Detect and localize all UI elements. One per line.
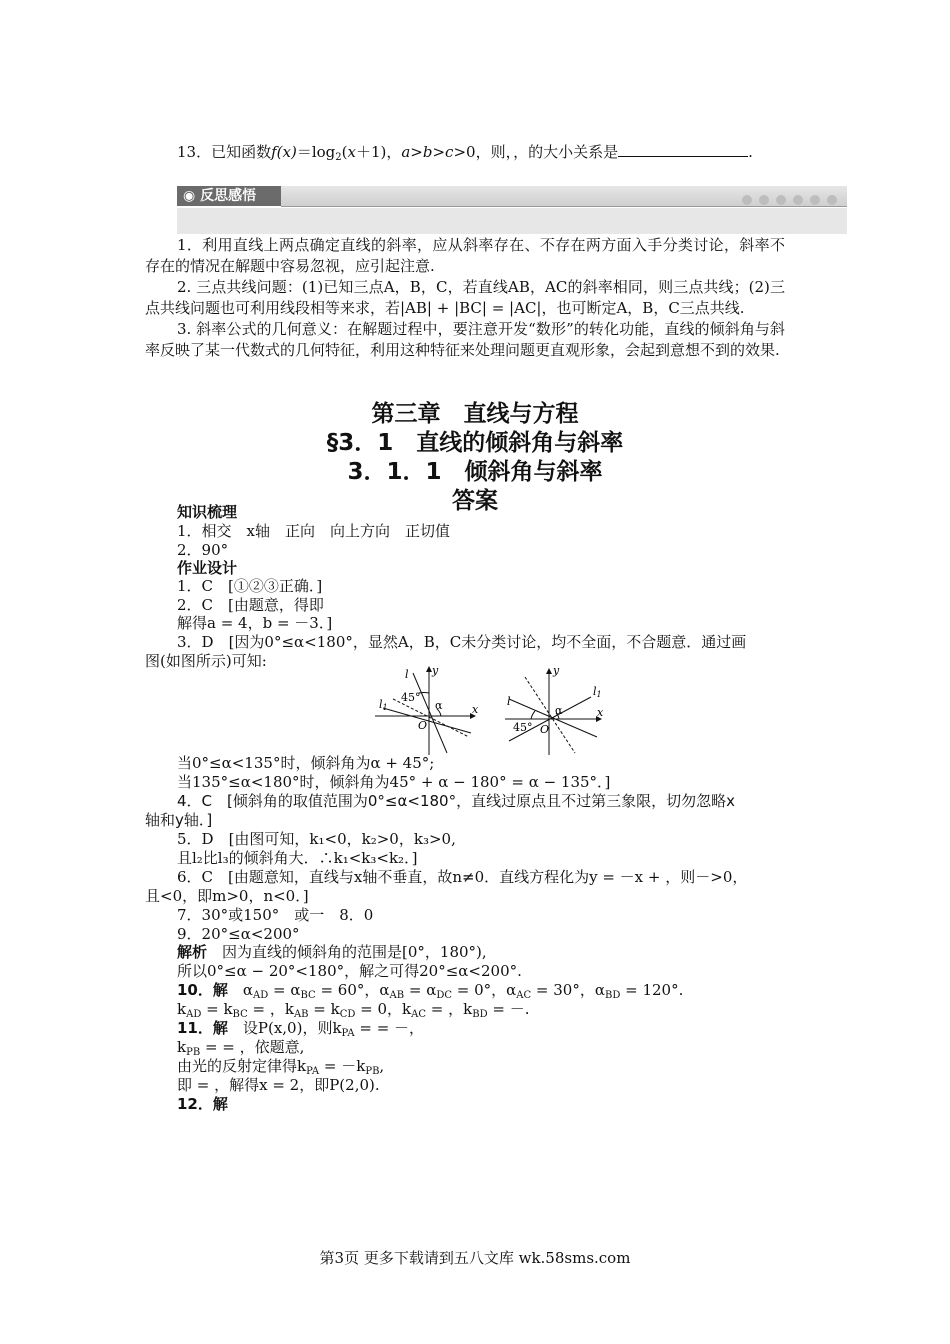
fig-left-l1: l1 (379, 698, 388, 712)
t: , (379, 1057, 385, 1075)
s: BD (604, 990, 621, 1001)
answer-line: 解得a = 4，b = －3．] (177, 614, 333, 632)
q13-base: 2 (335, 152, 342, 163)
t: = 120°. (620, 981, 684, 999)
page-footer: 第3页 更多下载请到五八文库 wk.58sms.com (319, 1249, 631, 1267)
reflection-box (177, 208, 847, 234)
s: BC (300, 990, 316, 1001)
t: 由光的反射定律得k (177, 1057, 307, 1075)
t: = －. (487, 1000, 530, 1018)
figure-right (505, 669, 601, 755)
t: = α (268, 981, 301, 999)
answer-blank (618, 144, 748, 157)
s: CD (339, 1009, 356, 1020)
answer-line (177, 999, 529, 1019)
dots-decoration (735, 191, 837, 209)
t: α (227, 981, 254, 999)
t: = ，k (426, 1000, 473, 1018)
q13-paren: ( (341, 143, 348, 161)
answer-line: 且l₂比l₃的倾斜角大．∴k₁<k₃<k₂．] (177, 849, 418, 867)
dot-icon (759, 195, 769, 205)
fig-left-l: l (405, 668, 409, 681)
subsection-title: 3．1．1 倾斜角与斜率 (347, 459, 603, 485)
answer-line: 即 = ，解得x = 2，即P(2,0). (177, 1076, 380, 1094)
heading-knowledge: 知识梳理 (177, 503, 238, 521)
s: DC (436, 990, 452, 1001)
fig-right-l: l (507, 695, 511, 708)
answer-line (177, 1056, 384, 1076)
answer-line (177, 980, 683, 1000)
s: BD (472, 1009, 488, 1020)
solution-label: 11．解 (177, 1019, 228, 1037)
answer-line: 1．相交 x轴 正向 向上方向 正切值 (177, 522, 451, 540)
s: AD (186, 1009, 202, 1020)
s: PA (341, 1028, 355, 1039)
answers-title: 答案 (452, 488, 498, 514)
q13-fx: f(x) (271, 143, 297, 161)
q13-period: . (748, 143, 753, 161)
dot-icon (827, 195, 837, 205)
heading-homework: 作业设计 (177, 559, 238, 577)
answer-line: 图(如图所示)可知: (145, 652, 267, 670)
fig-left-alpha: α (435, 699, 443, 712)
dot-icon (793, 195, 803, 205)
t: = ，k (247, 1000, 294, 1018)
answer-line: 所以0°≤α − 20°<180°，解之可得20°≤α<200°. (177, 962, 522, 980)
q13-plus: ＋1)， (355, 143, 402, 161)
answer-line: 2．C [由题意，得即 (177, 596, 324, 614)
dot-icon (776, 195, 786, 205)
reflection-banner (177, 186, 847, 208)
fig-left-angle: 45° (401, 691, 421, 704)
banner-strip (281, 186, 847, 207)
q13-x: x (347, 143, 356, 161)
dot-icon (810, 195, 820, 205)
answer-line (177, 1018, 424, 1038)
t: k (177, 1000, 187, 1018)
t: = = －， (354, 1019, 425, 1037)
q13-text: 13．已知函数 (177, 143, 272, 161)
fig-left-y: y (432, 664, 439, 677)
q13-tail: >0，则，，的大小关系是 (453, 143, 619, 161)
answer-line: 当135°≤α<180°时，倾斜角为45° + α − 180° = α − 135°．] (177, 773, 611, 791)
s: AD (253, 990, 269, 1001)
t: 设P(x,0)，则k (227, 1019, 342, 1037)
reflection-title: 反思感悟 (200, 188, 257, 204)
t: = 0，k (355, 1000, 412, 1018)
t: = －k (319, 1057, 366, 1075)
answer-line: 9．20°≤α<200° (177, 925, 300, 943)
question-13 (177, 142, 753, 162)
analysis-text: 因为直线的倾斜角的范围是[0°，180°), (207, 943, 487, 961)
answer-line: 且<0，即m>0，n<0．] (145, 887, 309, 905)
answer-line: 6．C [由题意知，直线与x轴不垂直，故n≠0．直线方程化为y = －x + ，则－>0， (177, 868, 748, 886)
t: = k (201, 1000, 233, 1018)
q13-abc: a>b>c (401, 143, 454, 161)
solution-label: 10．解 (177, 981, 228, 999)
t: = α (404, 981, 437, 999)
q13-log: ＝log (296, 143, 336, 161)
fig-right-x: x (597, 706, 604, 719)
answer-line: 4．C [倾斜角的取值范围为0°≤α<180°，直线过原点且不过第三象限，切勿忽略x (177, 792, 735, 810)
fig-right-alpha: α (555, 704, 563, 717)
fig-right-l1: l1 (593, 685, 602, 699)
fig-right-angle: 45° (513, 721, 533, 734)
answer-line: 5．D [由图可知，k₁<0，k₂>0，k₃>0, (177, 830, 456, 848)
answer-line: 7．30°或150° 或一 8．0 (177, 906, 374, 924)
answer-line: 1．C [①②③正确．] (177, 577, 323, 595)
s: AB (389, 990, 405, 1001)
t: = 60°，α (315, 981, 390, 999)
s: PB (365, 1066, 380, 1077)
chapter-title: 第三章 直线与方程 (371, 401, 579, 427)
t: = 0°，α (452, 981, 517, 999)
answer-line: 3．D [因为0°≤α<180°，显然A，B，C未分类讨论，均不全面，不合题意．通过画 (177, 633, 747, 651)
s: PA (306, 1066, 320, 1077)
target-icon: ◉ (183, 188, 196, 204)
t: = 30°，α (531, 981, 605, 999)
s: PB (186, 1047, 201, 1058)
fig-left-o: O (418, 719, 428, 732)
answer-line: 2．90° (177, 541, 229, 559)
s: AB (293, 1009, 309, 1020)
reflection-p1: 1．利用直线上两点确定直线的斜率，应从斜率存在、不存在两方面入手分类讨论，斜率不存在的情况在解题中容易忽视，应引起注意. (145, 236, 785, 275)
t: = = ，依题意, (200, 1038, 305, 1056)
answer-line (177, 942, 487, 962)
reflection-p2: 2. 三点共线问题：(1)已知三点A，B，C，若直线AB，AC的斜率相同，则三点共线；(2)三点共线问题也可利用线段相等来求，若|AB| + |BC| = |AC|，也可断定A，B，C三点共线. (145, 278, 785, 317)
s: AC (516, 990, 532, 1001)
s: AC (411, 1009, 427, 1020)
figure-left (375, 667, 475, 755)
section-title: §3．1 直线的倾斜角与斜率 (326, 430, 624, 456)
answer-line: 轴和y轴．] (145, 811, 213, 829)
dot-icon (742, 195, 752, 205)
t: = k (308, 1000, 340, 1018)
answer-line (177, 1037, 304, 1057)
fig-left-x: x (472, 703, 479, 716)
analysis-label: 解析 (177, 943, 208, 961)
s: BC (232, 1009, 248, 1020)
reflection-label (177, 186, 281, 206)
answer-line: 当0°≤α<135°时，倾斜角为α + 45°; (177, 754, 435, 772)
fig-right-y: y (553, 664, 560, 677)
reflection-p3: 3. 斜率公式的几何意义：在解题过程中，要注意开发“数形”的转化功能，直线的倾斜角与斜率反映了某一代数式的几何特征，利用这种特征来处理问题更直观形象，会起到意想不到的效果. (145, 320, 785, 359)
answer-line: 12．解 (177, 1095, 228, 1113)
fig-right-o: O (540, 723, 550, 736)
angle-figure (375, 663, 615, 758)
t: k (177, 1038, 187, 1056)
